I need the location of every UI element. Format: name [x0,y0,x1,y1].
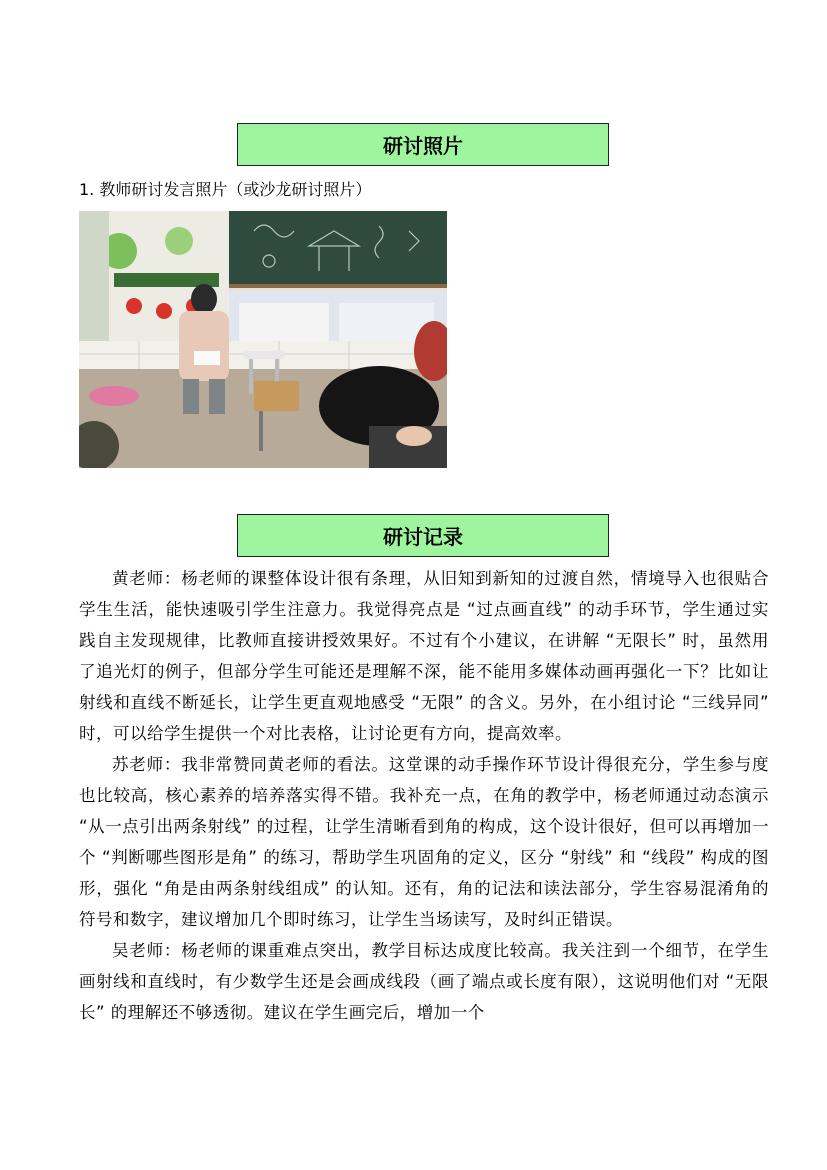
record-paragraph-wu: 吴老师：杨老师的课重难点突出，教学目标达成度比较高。我关注到一个细节，在学生画射线和直线时，有少数学生还是会画成线段（画了端点或长度有限），这说明他们对 “无限长” 的理解还不够透彻。建议在学生画完后，增加一个 [79,941,769,1022]
discussion-record [79,563,769,1028]
record-paragraph-huang: 黄老师：杨老师的课整体设计很有条理，从旧知到新知的过渡自然，情境导入也很贴合学生生活，能快速吸引学生注意力。我觉得亮点是 “过点画直线” 的动手环节，学生通过实践自主发现规律，比教师直接讲授效果好。不过有个小建议，在讲解 “无限长” 时，虽然用了追光灯的例子，但部分学生可能还是理解不深，能不能用多媒体动画再强化一下？比如让射线和直线不断延长，让学生更直观地感受 “无限” 的含义。另外，在小组讨论 “三线异同” 时，可以给学生提供一个对比表格，让讨论更有方向，提高效率。 [79,569,769,743]
photo-caption: 1. 教师研讨发言照片（或沙龙研讨照片） [79,180,372,199]
section-heading-photos: 研讨照片 [237,123,609,166]
section-heading-records: 研讨记录 [237,514,609,557]
record-paragraph-su: 苏老师：我非常赞同黄老师的看法。这堂课的动手操作环节设计得很充分，学生参与度也比较高，核心素养的培养落实得不错。我补充一点，在角的教学中，杨老师通过动态演示 “从一点引出两条射线” 的过程，让学生清晰看到角的构成，这个设计很好，但可以再增加一个 “判断哪些图形是角” 的练习，帮助学生巩固角的定义，区分 “射线” 和 “线段” 构成的图形，强化 “角是由两条射线组成” 的认知。还有，角的记法和读法部分，学生容易混淆角的符号和数字，建议增加几个即时练习，让学生当场读写，及时纠正错误。 [79,755,769,929]
discussion-photo [79,211,447,468]
